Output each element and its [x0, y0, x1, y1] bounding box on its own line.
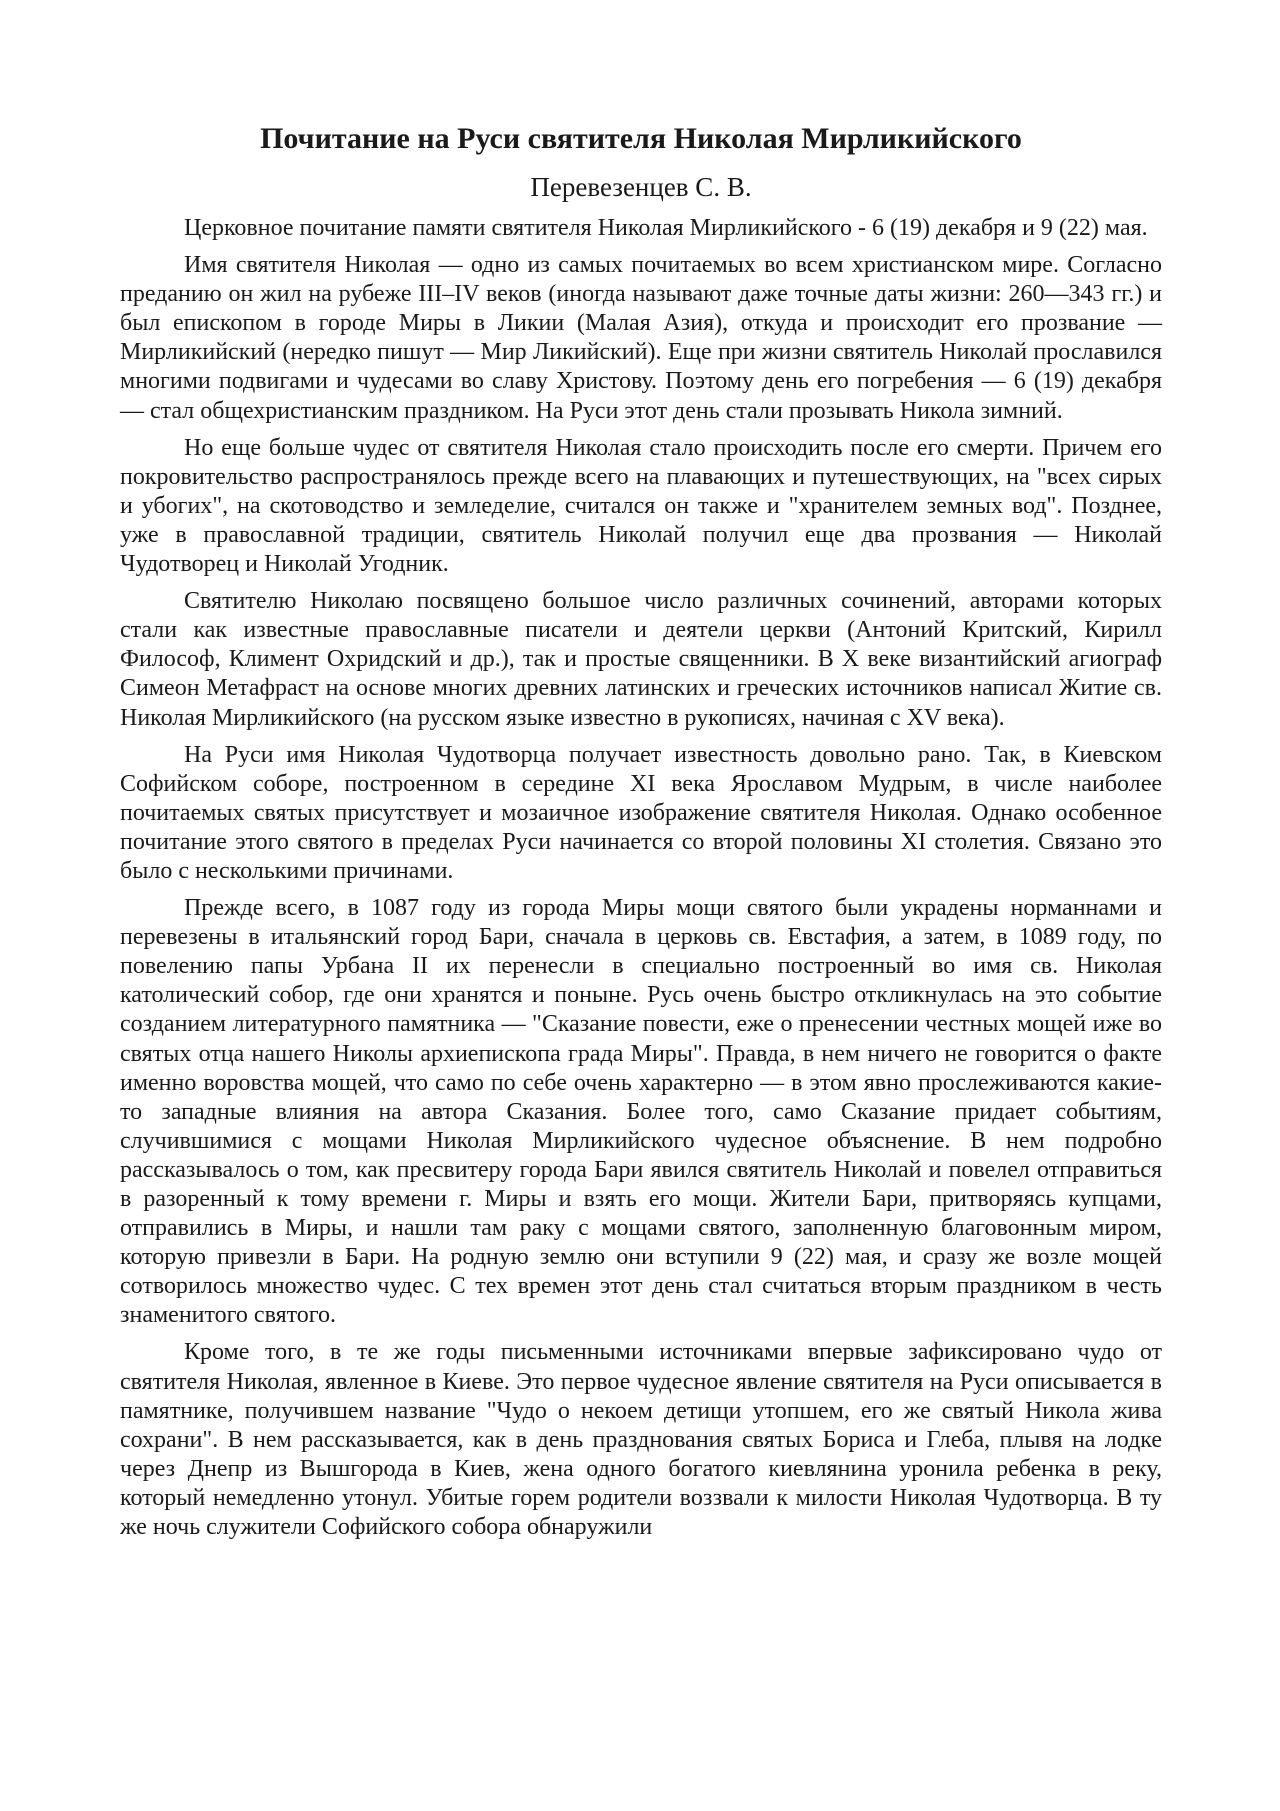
- paragraph: Церковное почитание памяти святителя Николая Мирликийского - 6 (19) декабря и 9 (22) мая.: [184, 215, 1148, 241]
- paragraph: Имя святителя Николая — одно из самых почитаемых во всем христианском мире. Согласно преданию он жил на рубеже III–IV веков (иногда называют даже точные даты жизни: 260—343 гг.) и был епископом в городе Миры в Ликии (Малая Азия), откуда и происходит его прозвание — Мирликийский (нередко пишут — Мир Ликийский). Еще при жизни святитель Николай прославился многими подвигами и чудесами во славу Христову. Поэтому день его погребения — 6 (19) декабря — стал общехристианским праздником. На Руси этот день стали прозывать Никола зимний.: [120, 252, 1162, 424]
- document-author: Перевезенцев С. В.: [530, 172, 752, 202]
- document-title: Почитание на Руси святителя Николая Мирликийского: [260, 122, 1022, 155]
- paragraph: На Руси имя Николая Чудотворца получает известность довольно рано. Так, в Киевском Софийском соборе, построенном в середине XI века Ярославом Мудрым, в числе наиболее почитаемых святых присутствует и мозаичное изображение святителя Николая. Однако особенное почитание этого святого в пределах Руси начинается со второй половины XI столетия. Связано это было с несколькими причинами.: [120, 741, 1162, 884]
- paragraph: Но еще больше чудес от святителя Николая стало происходить после его смерти. Причем его покровительство распространялось прежде всего на плавающих и путешествующих, на "всех сирых и убогих", на скотоводство и земледелие, считался он также и "хранителем земных вод". Позднее, уже в православной традиции, святитель Николай получил еще два прозвания — Николай Чудотворец и Николай Угодник.: [120, 434, 1162, 578]
- paragraph: Святителю Николаю посвящено большое число различных сочинений, авторами которых стали как известные православные писатели и деятели церкви (Антоний Критский, Кирилл Философ, Климент Охридский и др.), так и простые священники. В X веке византийский агиограф Симеон Метафраст на основе многих древних латинских и греческих источников написал Житие св. Николая Мирликийского (на русском языке известно в рукописях, начиная с XV века).: [120, 588, 1162, 731]
- document-body: [120, 214, 1162, 1550]
- paragraph: Кроме того, в те же годы письменными источниками впервые зафиксировано чудо от святителя Николая, явленное в Киеве. Это первое чудесное явление святителя на Руси описывается в памятнике, получившем название "Чудо о некоем детищи утопшем, его же святый Никола жива сохрани". В нем рассказывается, как в день празднования святых Бориса и Глеба, плывя на лодке через Днепр из Вышгорода в Киев, жена одного богатого киевлянина уронила ребенка в реку, который немедленно утонул. Убитые горем родители воззвали к милости Николая Чудотворца. В ту же ночь служители Софийского собора обнаружили: [120, 1339, 1162, 1541]
- paragraph: Прежде всего, в 1087 году из города Миры мощи святого были украдены норманнами и перевезены в итальянский город Бари, сначала в церковь св. Евстафия, а затем, в 1089 году, по повелению папы Урбана II их перенесли в специально построенный во имя св. Николая католический собор, где они хранятся и поныне. Русь очень быстро откликнулась на это событие созданием литературного памятника — "Сказание повести, еже о пренесении честных мощей иже во святых отца нашего Николы архиепископа града Миры". Правда, в нем ничего не говорится о факте именно воровства мощей, что само по себе очень характерно — в этом явно прослеживаются какие-то западные влияния на автора Сказания. Более того, само Сказание придает событиям, случившимися с мощами Николая Мирликийского чудесное объяснение. В нем подробно рассказывалось о том, как пресвитеру города Бари явился святитель Николай и повелел отправиться в разоренный к тому времени г. Миры и взять его мощи. Жители Бари, притворяясь купцами, отправились в Миры, и нашли там раку с мощами святого, заполненную благовонным миром, которую привезли в Бари. На родную землю они вступили 9 (22) мая, и сразу же возле мощей сотворилось множество чудес. С тех времен этот день стал считаться вторым праздником в честь знаменитого святого.: [120, 895, 1162, 1329]
